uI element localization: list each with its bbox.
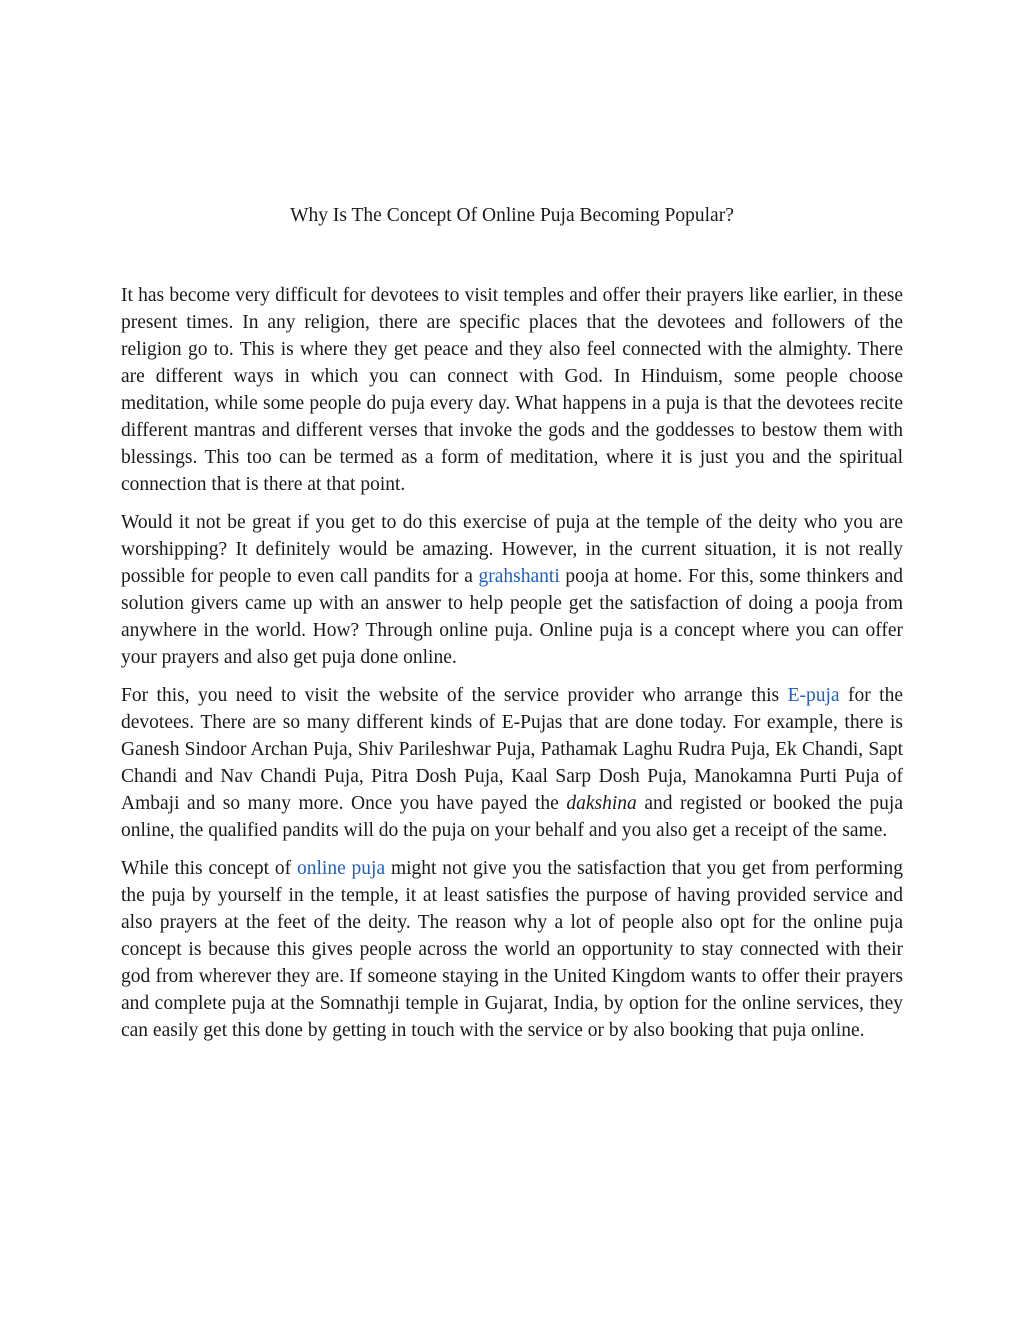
grahshanti-link[interactable]: grahshanti (478, 566, 560, 587)
paragraph-2 (121, 509, 903, 671)
document-page (121, 0, 903, 1325)
paragraph-4-text-end: might not give you the satisfaction that you get from performing the puja by yourself in the temple, it at least satisfies the purpose of having provided service and also prayers at the feet of the deity. The reason why a lot of people also opt for the online puja concept is because this gives people across the world an opportunity to stay connected with their god from wherever they are. If someone staying in the United Kingdom wants to offer their prayers and complete puja at the Somnathji temple in Gujarat, India, by option for the online services, they can easily get this done by getting in touch with the service or by also booking that puja online. (121, 858, 903, 1041)
document-body (121, 282, 903, 1055)
paragraph-3 (121, 682, 903, 844)
dakshina-emphasis: dakshina (566, 793, 637, 814)
paragraph-3-text-middle: for the devotees. There are so many different kinds of E-Pujas that are done today. For example, there is Ganesh Sindoor Archan Puja, Shiv Parileshwar Puja, Pathamak Laghu Rudra Puja, Ek Chandi, Sapt Chandi and Nav Chandi Puja, Pitra Dosh Puja, Kaal Sarp Dosh Puja, Manokamna Purti Puja of Ambaji and so many more. Once you have payed the (121, 685, 903, 814)
paragraph-4 (121, 855, 903, 1044)
paragraph-1-text: It has become very difficult for devotees to visit temples and offer their prayers like earlier, in these present times. In any religion, there are specific places that the devotees and followers of the religion go to. This is where they get peace and they also feel connected with the almighty. There are different ways in which you can connect with God. In Hinduism, some people choose meditation, while some people do puja every day. What happens in a puja is that the devotees recite different mantras and different verses that invoke the gods and the goddesses to bestow them with blessings. This too can be termed as a form of meditation, where it is just you and the spiritual connection that is there at that point. (121, 285, 903, 495)
paragraph-1 (121, 282, 903, 498)
paragraph-2-text-end: pooja at home. For this, some thinkers and solution givers came up with an answer to help people get the satisfaction of doing a pooja from anywhere in the world. How? Through online puja. Online puja is a concept where you can offer your prayers and also get puja done online. (121, 566, 904, 668)
document-title: Why Is The Concept Of Online Puja Becoming Popular? (290, 205, 734, 226)
paragraph-3-text-start: For this, you need to visit the website of the service provider who arrange this (121, 685, 788, 706)
paragraph-4-text-start: While this concept of (121, 858, 297, 879)
paragraph-3-text-end: and registed or booked the puja online, the qualified pandits will do the puja on your behalf and you also get a receipt of the same. (121, 793, 903, 841)
online-puja-link[interactable]: online puja (296, 858, 386, 879)
e-puja-link[interactable]: E-puja (787, 685, 840, 706)
paragraph-2-text-start: Would it not be great if you get to do this exercise of puja at the temple of the deity who you are worshipping? It definitely would be amazing. However, in the current situation, it is not really possible for people to even call pandits for a (121, 512, 903, 587)
